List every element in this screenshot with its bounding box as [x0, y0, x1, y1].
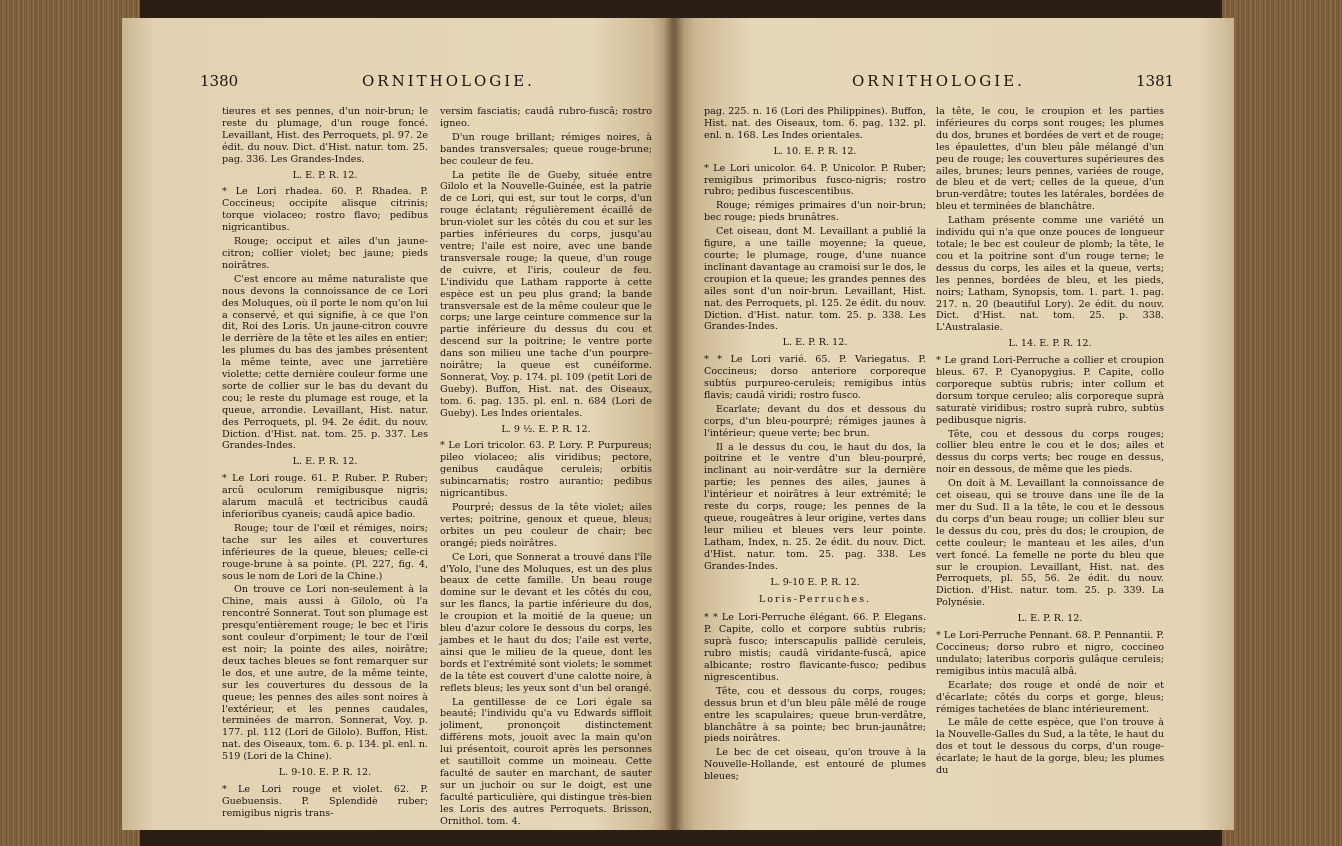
- continued-paragraph: tieures et ses pennes, d'un noir-brun; le reste du plumage, d'un rouge foncé. Levaillant, Hist. des Perroquets, pl. 97. 2e édit. du nouv. Dict. d'Hist. natur. tom. 25. pag. 336. Les Grandes-Indes.: [222, 106, 428, 165]
- species-entry-heading: * * Le Lori-Perruche élégant. 66. P. Elegans. P. Capite, collo et corpore subtùs rubris; suprà fusco; interscapulis pallidè ceruleis, rubro mistis; caudâ viridante-fuscâ, apice albicante; rostro flavicante-fusco; pedibus nigrescentibus.: [704, 612, 926, 683]
- species-entry-heading: * Le Lori-Perruche Pennant. 68. P. Pennantii. P. Coccineus; dorso rubro et nigro, coccineo undulato; lateribus corporis gulâque ceruleis; remigibus intùs maculâ albâ.: [936, 630, 1164, 677]
- species-entry-heading: * Le Lori rouge et violet. 62. P. Guebuensis. P. Splendidè ruber; remigibus nigris trans-: [222, 783, 428, 819]
- left-column-1: [222, 106, 428, 822]
- measurement-line: L. E. P. R. 12.: [1017, 613, 1083, 625]
- continued-paragraph: versim fasciatis; caudâ rubro-fuscâ; rostro igneo.: [440, 106, 652, 129]
- measurement-line: L. 9 ½. E. P. R. 12.: [501, 423, 591, 435]
- measurement-line: L. E. P. R. 12.: [292, 169, 358, 181]
- right-column-1: [704, 106, 926, 785]
- running-header-left: ORNITHOLOGIE.: [362, 72, 535, 90]
- body-paragraph: On trouve ce Lori non-seulement à la Chine, mais aussi à Gilolo, où l'a rencontré Sonnerat. Tout son plumage est presqu'entièrement rouge; le bec et l'iris sont couleur d'orpiment; le tour de l'œil est noir; la pointe des ailes, noirâtre; deux taches bleues se font remarquer sur le dos, et une autre, de la même teinte, sur les couvertures du dessous de la queue; les pennes des ailes sont noires à l'extérieur, et les pennes caudales, terminées de marron. Sonnerat, Voy. p. 177. pl. 112 (Lori de Gilolo). Buffon, Hist. nat. des Oiseaux, tom. 6. p. 134. pl. enl. n. 519 (Lori de la Chine).: [222, 584, 428, 763]
- section-heading: Loris-Perruches.: [758, 594, 872, 606]
- measurement-line: L. 10. E. P. R. 12.: [773, 145, 857, 157]
- body-paragraph: Tête, cou et dessous du corps, rouges; dessus brun et d'un bleu pâle mêlé de rouge entre les scapulaires; queue brun-verdâtre, blanchâtre à sa pointe; bec brun-jaunâtre; pieds noirâtres.: [704, 685, 926, 745]
- measurement-line: L. 14. E. P. R. 12.: [1008, 338, 1092, 350]
- right-column-2: [936, 106, 1164, 779]
- body-paragraph: C'est encore au même naturaliste que nous devons la connoissance de ce Lori des Moluques, où il porte le nom qu'on lui a conservé, et qui signifie, à ce que l'on dit, Roi des Loris. Un jaune-citron couvre le derrière de la tête et les ailes en entier; les plumes du bas des jambes présentent la même teinte, avec une jarretière violette; cette dernière couleur forme une sorte de collier sur le bas du devant du cou; le reste du plumage est rouge, et la queue, arrondie. Levaillant, Hist. natur. des Perroquets, pl. 94. 2e édit. du nouv. Diction. d'Hist. nat. tom. 25. p. 337. Les Grandes-Indes.: [222, 273, 428, 452]
- body-paragraph: Rouge; rémiges primaires d'un noir-brun; bec rouge; pieds brunâtres.: [704, 200, 926, 224]
- species-entry-heading: * Le Lori rouge. 61. P. Ruber. P. Ruber; arcû oculorum remigibusque nigris; alarum maculâ et tectricibus caudâ inferioribus cyaneis; caudâ apice badio.: [222, 473, 428, 520]
- measurement-line: L. 9-10 E. P. R. 12.: [770, 576, 860, 588]
- species-entry-heading: * Le grand Lori-Perruche a collier et croupion bleus. 67. P. Cyanopygius. P. Capite, collo corporeque subtùs rubris; inter collum et dorsum torque ceruleo; alis corporeque suprà saturatè viridibus; rostro suprà rubro, subtùs pedibusque nigris.: [936, 355, 1164, 426]
- left-column-2: [440, 106, 652, 829]
- page-number-right: 1381: [1136, 72, 1175, 90]
- body-paragraph: Cet oiseau, dont M. Levaillant a publié la figure, a une taille moyenne; la queue, courte; le plumage, rouge, d'une nuance inclinant davantage au cramoisi sur le dos, le croupion et la queue; les grandes pennes des ailes sont d'un noir-brun. Levaillant, Hist. nat. des Perroquets, pl. 125. 2e édit. du nouv. Diction. d'Hist. natur. tom. 25. p. 338. Les Grandes-Indes.: [704, 226, 926, 333]
- body-paragraph: Ecarlate; dos rouge et ondé de noir et d'écarlate; côtés du corps et gorge, bleus; rémiges tachetées de blanc intérieurement.: [936, 679, 1164, 715]
- body-paragraph: Ce Lori, que Sonnerat a trouvé dans l'île d'Yolo, l'une des Moluques, est un des plus beaux de cette famille. Un beau rouge domine sur le devant et les côtés du cou, sur les flancs, la partie inférieure du dos, le croupion et la moitié de la queue; un bleu d'azur colore le dessous du corps, les jambes et le haut du dos; l'aile est verte, ainsi que le milieu de la queue, dont les bords et l'extrémité sont violets; le sommet de la tête est couvert d'une calotte noire, à reflets bleus; les yeux sont d'un bel orangé.: [440, 551, 652, 694]
- body-paragraph: On doit à M. Levaillant la connoissance de cet oiseau, qui se trouve dans une île de la mer du Sud. Il a la tête, le cou et le dessous du corps d'un beau rouge; un collier bleu sur le dessus du cou, près du dos; le croupion, de cette couleur; le manteau et les ailes, d'un vert foncé. La femelle ne porte du bleu que sur le croupion. Levaillant, Hist. nat. des Perroquets, pl. 55, 56. 2e édit. du nouv. Diction. d'Hist. natur. tom. 25. p. 339. La Polynésie.: [936, 478, 1164, 609]
- body-paragraph: Latham présente comme une variété un individu qui n'a que onze pouces de longueur totale; le bec est couleur de plomb; la tête, le cou et la poitrine sont d'un rouge terne; le dessus du corps, les ailes et la queue, verts; les pennes, bordées de bleu, et les pieds, noirs; Latham, Synopsis, tom. 1. part. 1. pag. 217. n. 20 (beautiful Lory). 2e édit. du nouv. Dict. d'Hist. nat. tom. 25. p. 338. L'Australasie.: [936, 215, 1164, 334]
- species-entry-heading: * Le Lori tricolor. 63. P. Lory. P. Purpureus; pileo violaceo; alis viridibus; pectore, genibus caudâque ceruleis; orbitis subincarnatis; rostro aurantio; pedibus nigricantibus.: [440, 440, 652, 500]
- page-number-left: 1380: [200, 72, 239, 90]
- measurement-line: L. 9-10. E. P. R. 12.: [278, 767, 372, 779]
- body-paragraph: Tête, cou et dessous du corps rouges; collier bleu entre le cou et le dos; ailes et dessus du corps verts; bec rouge en dessus, noir en dessous, de même que les pieds.: [936, 428, 1164, 476]
- body-paragraph: Le mâle de cette espèce, que l'on trouve à la Nouvelle-Galles du Sud, a la tête, le haut du dos et tout le dessous du corps, d'un rouge-écarlate; le haut de la gorge, bleu; les plumes du: [936, 717, 1164, 777]
- body-paragraph: Rouge; tour de l'œil et rémiges, noirs; tache sur les ailes et couvertures inférieures de la queue, bleues; celle-ci rouge-brune à sa pointe. (Pl. 227, fig. 4, sous le nom de Lori de la Chine.): [222, 522, 428, 582]
- body-paragraph: Il a le dessus du cou, le haut du dos, la poitrine et le ventre d'un bleu-pourpré, inclinant au noir-verdâtre sur la dernière partie; les pennes des ailes, jaunes à l'intérieur et noirâtres à leur extrémité; le reste du corps, rouge; les pennes de la queue, rougeâtres à leur origine, vertes dans leur milieu et bleues vers leur pointe. Latham, Index, n. 25. 2e édit. du nouv. Dict. d'Hist. natur. tom. 25. pag. 338. Les Grandes-Indes.: [704, 441, 926, 572]
- species-entry-heading: * Le Lori unicolor. 64. P. Unicolor. P. Ruber; remigibus primoribus fusco-nigris; rostro rubro; pedibus fuscescentibus.: [704, 162, 926, 198]
- measurement-line: L. E. P. R. 12.: [782, 337, 848, 349]
- body-paragraph: Le bec de cet oiseau, qu'on trouve à la Nouvelle-Hollande, est entouré de plumes bleues;: [704, 747, 926, 783]
- body-paragraph: Rouge; occiput et ailes d'un jaune-citron; collier violet; bec jaune; pieds noirâtres.: [222, 236, 428, 271]
- species-entry-heading: * Le Lori rhadea. 60. P. Rhadea. P. Coccineus; occipite alisque citrinis; torque violaceo; rostro flavo; pedibus nigricantibus.: [222, 186, 428, 234]
- species-entry-heading: * * Le Lori varié. 65. P. Variegatus. P. Coccineus; dorso anteriore corporeque subtùs purpureo-ceruleis; remigibus intùs flavis; caudâ viridi; rostro fusco.: [704, 354, 926, 401]
- book-gutter: [664, 18, 684, 830]
- continued-paragraph: pag. 225. n. 16 (Lori des Philippines). Buffon, Hist. nat. des Oiseaux, tom. 6. pag. 132. pl. enl. n. 168. Les Indes orientales.: [704, 106, 926, 141]
- left-page-edges: [0, 0, 140, 846]
- body-paragraph: La gentillesse de ce Lori égale sa beauté; l'individu qu'a vu Edwards siffloit joliment, prononçoit distinctement différens mots, jouoit avec la main qu'on lui présentoit, couroit après les personnes et sautilloit comme un moineau. Cette faculté de sauter en marchant, de sauter sur un juchoir ou sur le doigt, est une faculté particulière, qui distingue très-bien les Loris des autres Perroquets. Brisson, Ornithol. tom. 4.: [440, 696, 652, 827]
- measurement-line: L. E. P. R. 12.: [292, 456, 358, 468]
- running-header-right: ORNITHOLOGIE.: [852, 72, 1025, 90]
- continued-paragraph: la tête, le cou, le croupion et les parties inférieures du corps sont rouges; les plumes du dos, brunes et bordées de vert et de rouge; les épaulettes, d'un bleu pâle mélangé d'un peu de rouge; les couvertures supérieures des ailes, brunes; leurs pennes, variées de rouge, de bleu et de vert; celles de la queue, d'un brun-verdâtre; toutes les latérales, bordées de bleu et terminées de blanchâtre.: [936, 106, 1164, 213]
- body-paragraph: La petite île de Gueby, située entre Gilolo et la Nouvelle-Guinée, est la patrie de ce Lori, qui est, sur tout le corps, d'un rouge éclatant; régulièrement écaillé de brun-violet sur les côtés du cou et sur les parties inférieures du corps, jusqu'au ventre; l'aile est noire, avec une bande transversale rouge; la queue, d'un rouge de cuivre, et l'iris, couleur de feu. L'individu que Latham rapporte à cette espèce est un peu plus grand; la bande transversale est de la même couleur que le corps; une large ceinture commence sur la partie inférieure du dessus du cou et descend sur la poitrine; le ventre porte dans son milieu une tache d'un pourpre-noirâtre; la queue est cunéiforme. Sonnerat, Voy. p. 174. pl. 109 (petit Lori de Gueby). Buffon, Hist. nat. des Oiseaux, tom. 6. pag. 135. pl. enl. n. 684 (Lori de Gueby). Les Indes orientales.: [440, 169, 652, 419]
- body-paragraph: Pourpré; dessus de la tête violet; ailes vertes; poitrine, genoux et queue, bleus; orbites un peu couleur de chair; bec orangé; pieds noirâtres.: [440, 502, 652, 549]
- body-paragraph: Ecarlate; devant du dos et dessous du corps, d'un bleu-pourpré; rémiges jaunes à l'intérieur; queue verte; bec brun.: [704, 403, 926, 439]
- right-page: [674, 18, 1234, 830]
- right-page-edges: [1222, 0, 1342, 846]
- body-paragraph: D'un rouge brillant; rémiges noires, à bandes transversales; queue rouge-brune; bec couleur de feu.: [440, 131, 652, 167]
- left-page: [122, 18, 674, 830]
